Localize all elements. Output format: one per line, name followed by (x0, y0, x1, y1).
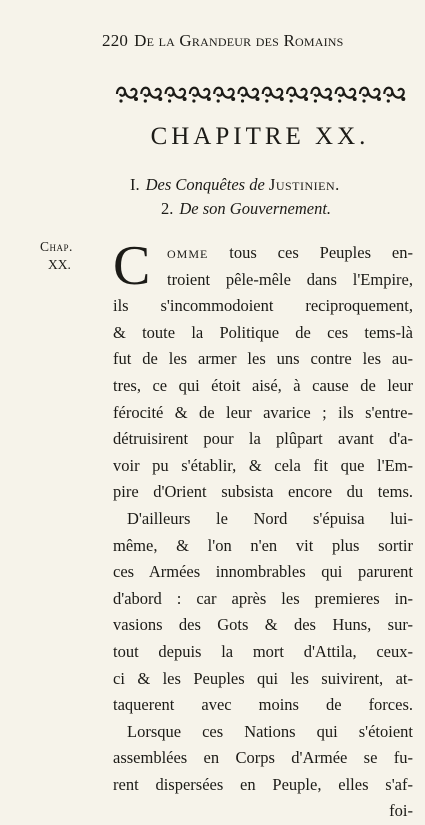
margin-note-line-1: Chap. (40, 239, 73, 254)
summary-item-1-text: Des Conquêtes de (145, 175, 269, 194)
summary-item-1-number: I. (130, 175, 140, 194)
text-line: pire d'Orient subsista encore du tems. (113, 482, 413, 502)
ornamental-headpiece (113, 82, 409, 106)
text-line: tout depuis la mort d'Attila, ceux- (113, 641, 413, 661)
text-line: ci & les Peuples qui les suivirent, at- (113, 668, 413, 688)
margin-note (40, 238, 96, 274)
text-line: assemblées en Corps d'Armée se fu- (113, 748, 413, 768)
summary-item-1-name: Justinien. (268, 175, 340, 194)
text-line: ils s'incommodoient reciproquement, (113, 296, 413, 316)
chapter-title: CHAPITRE XX. (150, 123, 370, 150)
text-line: taquerent avec moins de forces. (113, 695, 413, 715)
text-line: vasions des Gots & des Huns, sur- (113, 615, 413, 635)
text-line: D'ailleurs le Nord s'épuisa lui- (127, 508, 413, 528)
text-line: fut de les armer les uns contre les au- (113, 349, 413, 369)
summary-item-1 (130, 173, 420, 197)
chapter-summary (130, 173, 420, 221)
text-line: détruisirent pour la plûpart avant d'a- (113, 429, 413, 449)
text-line: rent dispersées en Peuple, elles s'af- (113, 774, 413, 794)
body-text (113, 235, 413, 825)
summary-item-2-text: De son Gouvernement. (179, 199, 332, 218)
text-line: voir pu s'établir, & cela fit que l'Em- (113, 455, 413, 475)
catchword: foi- (389, 801, 413, 821)
first-word: omme (167, 243, 209, 262)
margin-note-line-2: XX. (48, 257, 71, 272)
text-line: même, & l'on n'en vit plus sortir (113, 535, 413, 555)
text-line: d'abord : car après les premieres in- (113, 588, 413, 608)
running-header (102, 32, 412, 49)
text-line: férocité & de leur avarice ; ils s'entre- (113, 402, 413, 422)
text-line: ces Armées innombrables qui parurent (113, 562, 413, 582)
text-line: tres, ce qui étoit aisé, à cause de leur (113, 375, 413, 395)
page-number: 220 (102, 31, 129, 50)
summary-item-2 (130, 197, 420, 221)
text-line: & toute la Politique de ces tems-là (113, 322, 413, 342)
text-line: troient pêle-mêle dans l'Empire, (167, 269, 413, 289)
text-line: omme tous ces Peuples en- (167, 243, 413, 262)
drop-cap: C (113, 235, 151, 297)
summary-item-2-number: 2. (161, 199, 174, 218)
running-title: De la Grandeur des Romains (134, 31, 344, 50)
text-line: Lorsque ces Nations qui s'étoient (127, 721, 413, 741)
